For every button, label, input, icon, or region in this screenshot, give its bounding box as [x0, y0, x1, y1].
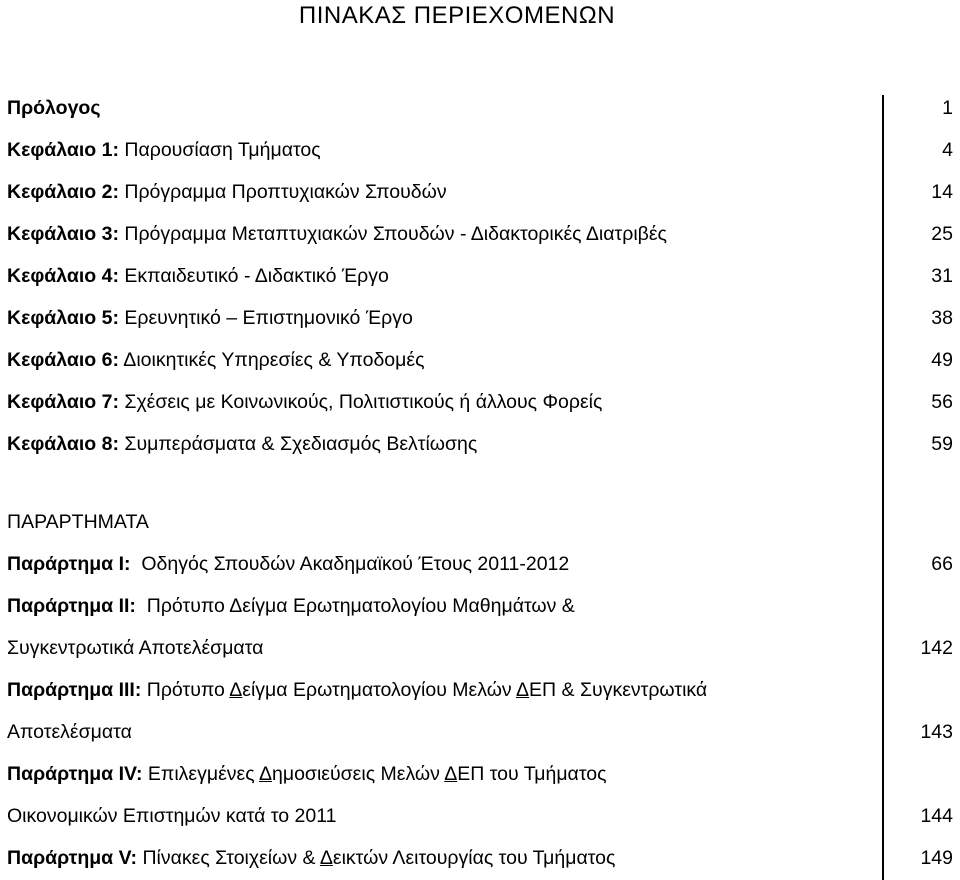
toc-entry-label: Παράρτημα ΙΙ: [7, 595, 136, 617]
toc-entry-appendix-1[interactable] [7, 544, 953, 584]
toc-entry-appendix-5[interactable] [7, 838, 953, 878]
toc-entry-title: Παρουσίαση Τμήματος [118, 139, 321, 161]
toc-entry-page: 38 [931, 307, 953, 329]
toc-entry-page: 1 [942, 97, 953, 119]
toc-entry-chapter-8[interactable] [7, 424, 953, 464]
toc-entry-title-continued: Αποτελέσματα [7, 721, 132, 743]
toc-entry-title: Πρόγραμμα Προπτυχιακών Σπουδών [118, 181, 447, 203]
toc-entry-page: 143 [920, 721, 953, 743]
toc-entry-page: 149 [920, 847, 953, 869]
toc-entry-chapter-6[interactable] [7, 340, 953, 380]
toc-entry-title: Διοικητικές Υπηρεσίες & Υποδομές [118, 349, 425, 371]
toc-entry-label: Κεφάλαιο 8: [7, 433, 119, 455]
toc-entry-appendix-3-continued[interactable] [7, 712, 953, 752]
toc-entry-page: 49 [931, 349, 953, 371]
toc-entry-chapter-4[interactable] [7, 256, 953, 296]
toc-entry-appendix-3[interactable] [7, 670, 953, 710]
toc-entry-appendix-2-continued[interactable] [7, 628, 953, 668]
toc-entry-title-continued: Οικονομικών Επιστημών κατά το 2011 [7, 805, 337, 827]
toc-entry-chapter-1[interactable] [7, 130, 953, 170]
toc-entry-label: Κεφάλαιο 6: [7, 349, 119, 371]
toc-entry-page: 66 [931, 553, 953, 575]
toc-entry-page: 142 [920, 637, 953, 659]
toc-entry-title: Πίνακες Στοιχείων & Δεικτών Λειτουργίας του Τμήματος [137, 847, 616, 869]
toc-entry-title: Σχέσεις με Κοινωνικούς, Πολιτιστικούς ή άλλους Φορείς [118, 391, 603, 413]
toc-entry-label: Πρόλογος [7, 97, 101, 119]
toc-entry-label: Κεφάλαιο 4: [7, 265, 119, 287]
toc-entry-page: 31 [931, 265, 953, 287]
toc-entry-label: Κεφάλαιο 2: [7, 181, 119, 203]
toc-entry-title: Εκπαιδευτικό - Διδακτικό Έργο [118, 265, 389, 287]
toc-entry-chapter-3[interactable] [7, 214, 953, 254]
toc-entry-page: 56 [931, 391, 953, 413]
toc-entry-label: Παράρτημα IV: [7, 763, 143, 785]
toc-entry-chapter-2[interactable] [7, 172, 953, 212]
toc-entry-label: Παράρτημα ΙΙΙ: [7, 679, 142, 701]
toc-entry-appendix-2[interactable] [7, 586, 953, 626]
toc-entry-label: Παράρτημα V: [7, 847, 138, 869]
toc-entry-chapter-7[interactable] [7, 382, 953, 422]
appendices-heading: ΠΑΡΑΡΤΗΜΑΤΑ [7, 511, 149, 533]
toc-entry-page: 14 [931, 181, 953, 203]
toc-entry-title: Οδηγός Σπουδών Ακαδημαϊκού Έτους 2011-2012 [130, 553, 570, 575]
toc-entry-chapter-5[interactable] [7, 298, 953, 338]
toc-entry-page: 144 [920, 805, 953, 827]
toc-entry-title: Πρότυπο Δείγμα Ερωτηματολογίου Μελών ΔΕΠ & Συγκεντρωτικά [141, 679, 708, 701]
toc-entry-appendix-4-continued[interactable] [7, 796, 953, 836]
toc-entry-title: Πρόγραμμα Μεταπτυχιακών Σπουδών - Διδακτορικές Διατριβές [118, 223, 667, 245]
page-title: ΠΙΝΑΚΑΣ ΠΕΡΙΕΧΟΜΕΝΩΝ [298, 2, 616, 29]
toc-entry-label: Κεφάλαιο 1: [7, 139, 119, 161]
toc-entry-page: 25 [931, 223, 953, 245]
toc-entry-page: 59 [931, 433, 953, 455]
toc-entry-title-continued: Συγκεντρωτικά Αποτελέσματα [7, 637, 264, 659]
toc-entry-title: Πρότυπο Δείγμα Ερωτηματολογίου Μαθημάτων & [135, 595, 575, 617]
toc-entry-prologue[interactable] [7, 88, 953, 128]
toc-entry-page: 4 [942, 139, 953, 161]
toc-entry-label: Κεφάλαιο 5: [7, 307, 119, 329]
toc-entry-label: Κεφάλαιο 7: [7, 391, 119, 413]
toc-entry-title: Ερευνητικό – Επιστημονικό Έργο [118, 307, 413, 329]
toc-entry-appendix-4[interactable] [7, 754, 953, 794]
toc-entry-title: Συμπεράσματα & Σχεδιασμός Βελτίωσης [118, 433, 478, 455]
toc-entry-label: Κεφάλαιο 3: [7, 223, 119, 245]
toc-entry-title: Επιλεγμένες Δημοσιεύσεις Μελών ΔΕΠ του Τμήματος [142, 763, 607, 785]
toc-entry-label: Παράρτημα Ι: [7, 553, 131, 575]
